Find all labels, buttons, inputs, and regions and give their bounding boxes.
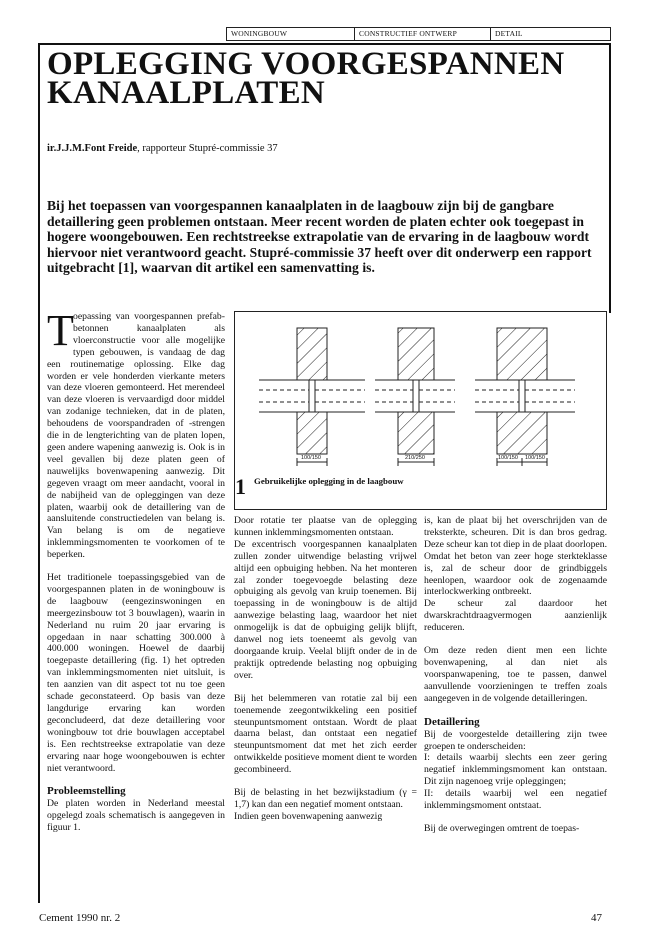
col2-paragraph-4: Bij de belasting in het bezwijkstadium (γ = 1,7) kan dan een negatief moment ontstaan. (234, 787, 417, 810)
dimension-label-2: 210/250 (405, 455, 425, 461)
figure-caption: Gebruikelijke oplegging in de laagbouw (254, 476, 404, 486)
col2-paragraph-5: Indien geen bovenwapening aanwezig (234, 810, 383, 822)
figure-number: 1 (235, 474, 246, 499)
section-header-tabs (226, 27, 611, 41)
tab-constructief-ontwerp: CONSTRUCTIEF ONTWERP (355, 28, 491, 40)
col1-paragraph-1 (47, 306, 225, 561)
drop-cap: T (47, 306, 74, 355)
subhead-probleemstelling: Probleemstelling (47, 785, 126, 798)
author-line (47, 143, 278, 154)
col3-paragraph-2: De scheur zal daardoor het dwarskrachtdraagvermogen aanzienlijk reduceren. (424, 598, 607, 634)
col2-paragraph-2: De excentrisch voorgespannen kanaalplaten zullen zonder uitwendige belasting vrijwel altijd een opbuiging hebben. Na het monteren zal zonder toegevoegde belasting deze opbuiging als gevolg van kruip toenemen. Bij toepassing in de woningbouw is de altijd aanwezige belasting laag, waardoor het niet onmogelijk is dat de opbuiging gelijk blijft, danwel nog iets toeneemt als gevolg van doorgaande kruip. Veelal blijft onder de in de praktijk optredende belasting nog opbuiging over. (234, 538, 417, 681)
title-line-1: OPLEGGING VOORGESPANNEN (47, 46, 565, 82)
col1-paragraph-3: De platen worden in Nederland meestal opgelegd zoals schematisch is aangegeven in figuur 1. (47, 798, 225, 834)
col2-paragraph-3: Bij het belemmeren van rotatie zal bij een toenemende zeegontwikkeling een positief steunpuntsmoment ontstaan. Wordt de plaat daarna belast, dan ontstaat een negatief steunpuntsmoment dat met het zich eerder ontwikkelde positieve moment dient te worden gecombineerd. (234, 692, 417, 776)
col3-paragraph-7: Bij de overwegingen omtrent de toepas- (424, 822, 580, 834)
col3-paragraph-3: Om deze reden dient men een lichte bovenwapening, al dan niet als voorspanwapening, toe te passen, danwel aanvullende voorzieningen te treffen zoals aangegeven in de volgende detailleringen. (424, 645, 607, 704)
detail-3 (475, 328, 575, 466)
detail-2 (375, 328, 455, 466)
lead-paragraph: Bij het toepassen van voorgespannen kanaalplaten in de laagbouw zijn bij de gangbare detaillering geen problemen ontstaan. Meer recent worden de platen echter ook toegepast in hogere woongebouwen. Een rechtstreekse extrapolatie van de ervaring in de laagbouw wordt hiervoor niet verantwoord geacht. Stupré-commissie 37 heeft over dit onderwerp een rapport uitgebracht [1], waarvan dit artikel een samenvatting is. (47, 198, 592, 276)
tab-detail: DETAIL (495, 29, 523, 38)
dimension-label-4: 100/150 (525, 455, 545, 461)
col3-paragraph-6: II: details waarbij wel een negatief inklemmingsmoment ontstaat. (424, 788, 607, 812)
col3-paragraph-5: I: details waarbij slechts een zeer gering negatief inklemmingsmoment kan ontstaan. Dit zijn nagenoeg vrije opleggingen; (424, 752, 607, 788)
col3-paragraph-1: is, kan de plaat bij het overschrijden van de treksterkte, scheuren. Dit is dan bros gedrag. Deze scheur kan tot diep in de plaat doorlopen. Omdat het beton van zeer hoge sterkteklasse is, zal de scheur door de grindbiggels heenlopen, waardoor ook de zogenaamde interlockwerking ontbreekt. (424, 515, 607, 598)
author-role: , rapporteur Stupré-commissie 37 (137, 143, 278, 154)
page-number: 47 (591, 912, 602, 924)
title-line-2: KANAALPLATEN (47, 75, 326, 111)
detail-1 (259, 328, 365, 466)
subhead-detaillering: Detaillering (424, 715, 480, 728)
frame-left-rule (38, 43, 40, 903)
frame-right-rule (609, 43, 611, 313)
col1-paragraph-2: Het traditionele toepassingsgebied van de voorgespannen platen in de woningbouw is de laagbouw (eengezinswoningen en meergezinsbouw tot 3 bouwlagen), waarin in Nederland nu ruim 20 jaar ervaring is opgedaan in naar schatting 300.000 à 400.000 woningen. Hoewel de daarbij toegepaste detaillering (fig. 1) het optreden van inklemmingsmomenten niet uitsluit, is ten aanzien van dit aspect tot nu toe geen schade geconstateerd. Op basis van deze langdurige ervaring kan worden geconcludeerd, dat deze detaillering voor woningbouw tot drie bouwlagen acceptabel is. Een rechtstreekse extrapolatie van deze ervaring naar hoge woongebouwen is echter niet verantwoord. (47, 572, 225, 774)
frame-top-rule (38, 43, 611, 45)
column-3 (424, 515, 607, 835)
author-name: ir.J.J.M.Font Freide (47, 143, 138, 154)
publication-footer: Cement 1990 nr. 2 (39, 912, 121, 924)
dimension-label-1: 100/150 (301, 455, 321, 461)
article-title (47, 46, 607, 111)
column-2 (234, 515, 417, 823)
col3-paragraph-4: Bij de voorgestelde detaillering zijn twee groepen te onderscheiden: (424, 728, 607, 752)
tab-woningbouw: WONINGBOUW (227, 28, 355, 40)
col2-paragraph-1: Door rotatie ter plaatse van de oplegging kunnen inklemmingsmomenten ontstaan. (234, 515, 417, 538)
col1-p1-text: oepassing van voorgespannen prefab-betonnen kanaalplaten als vloerconstructie voor alle mogelijke typen gebouwen, is vandaag de dag een routinematige oplossing. Elke dag worden er vele honderden vierkante meters van deze vloeren gemonteerd. Het merendeel van deze vloeren is vervaardigd door middel van zodanige technieken, dat in de platen, behoudens de voorspandraden of -strengen die in de lengterichting van de platen lopen, geen andere wapening aanwezig is. Ook is in veel gevallen bij deze platen geen of nauwelijks bovenwapening aanwezig. Dit gegeven vraagt om meer aandacht, vooral in de nabijheid van de opleggingen van deze platen, waarbij ook de detaillering van de aansluitende constructiedelen van belang is. Van belang is om de negatieve inklemmingsmomenten te voorkomen of te beperken. (47, 311, 225, 561)
dimension-label-3: 100/150 (498, 455, 518, 461)
column-1 (47, 306, 225, 834)
